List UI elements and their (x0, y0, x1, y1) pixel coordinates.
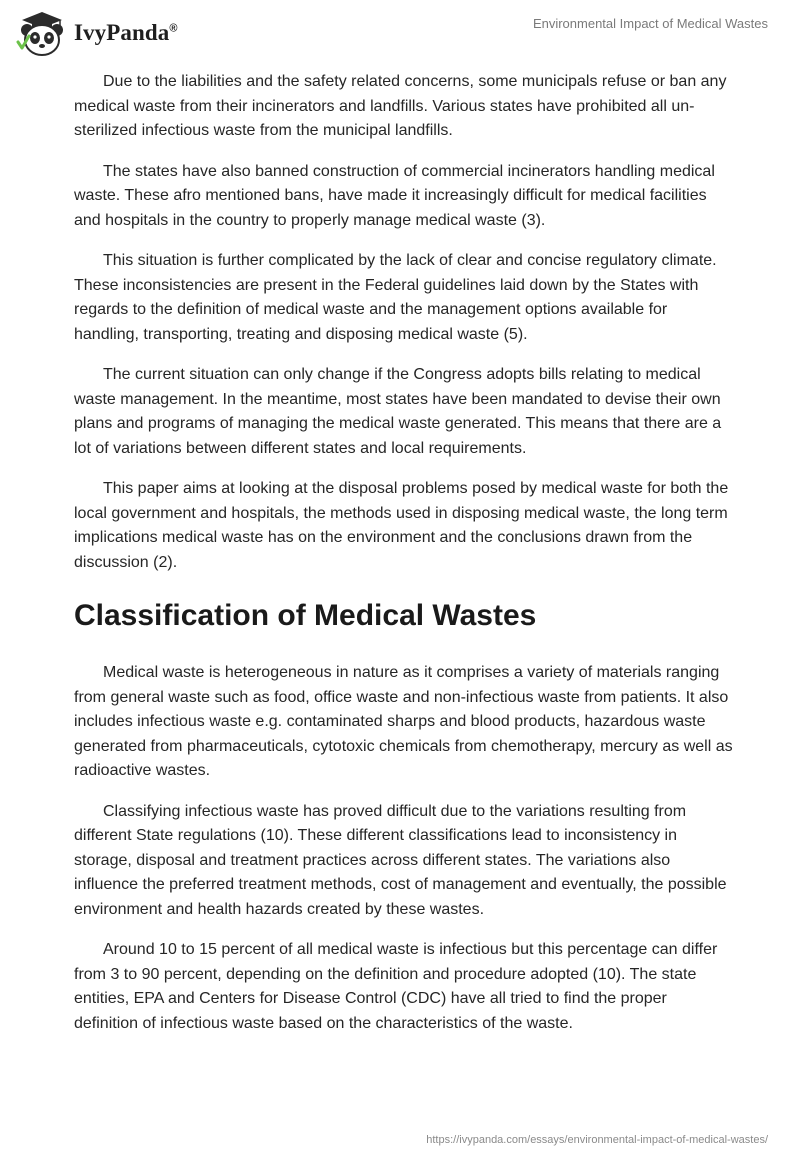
paragraph: Due to the liabilities and the safety related concerns, some municipals refuse or ban any medical waste from their incinerators and landfills. Various states have prohibited all un-sterilized infectious waste from the municipal landfills. (74, 73, 727, 139)
paragraph: Around 10 to 15 percent of all medical waste is infectious but this percentage can differ from 3 to 90 percent, depending on the definition and procedure adopted (10). The state entities, EPA and Centers for Disease Control (CDC) have all tried to find the proper definition of infectious waste based on the characteristics of the waste. (74, 941, 718, 1032)
panda-logo-icon (14, 8, 70, 58)
paragraph: This situation is further complicated by the lack of clear and concise regulatory climate. These inconsistencies are present in the Federal guidelines laid down by the States with regards to the definition of medical waste and the management options available for handling, transporting, treating and disposing medical waste (5). (74, 252, 717, 343)
source-url[interactable]: https://ivypanda.com/essays/environmental-impact-of-medical-wastes/ (426, 1134, 768, 1146)
paragraph: The current situation can only change if the Congress adopts bills relating to medical waste management. In the meantime, most states have been mandated to devise their own plans and programs of managing the medical waste generated. This means that there are a lot of variations between different states and local requirements. (74, 366, 722, 457)
document-title: Environmental Impact of Medical Wastes (532, 16, 768, 31)
section-heading: Classification of Medical Wastes (74, 599, 537, 632)
paragraph: The states have also banned construction of commercial incinerators handling medical waste. These afro mentioned bans, have made it increasingly difficult for medical facilities and hospitals in the country to properly manage medical waste (3). (74, 162, 715, 229)
paragraph: Classifying infectious waste has proved difficult due to the variations resulting from different State regulations (10). These different classifications lead to inconsistency in storage, disposal and treatment practices across different states. The variations also influence the preferred treatment methods, cost of management and eventually, the possible environment and health hazards created by these wastes. (74, 802, 727, 918)
essay-content (74, 70, 734, 1052)
paragraph: This paper aims at looking at the disposal problems posed by medical waste for both the local government and hospitals, the methods used in disposing medical waste, the long term implications medical waste has on the environment and the conclusions drawn from the discussion (2). (74, 480, 729, 571)
paragraph: Medical waste is heterogeneous in nature as it comprises a variety of materials ranging from general waste such as food, office waste and non-infectious waste from patients. It also includes infectious waste e.g. contaminated sharps and blood products, hazardous waste generated from pharmaceuticals, cytotoxic chemicals from chemotherapy, mercury as well as radioactive wastes. (74, 664, 733, 779)
ivypanda-logo[interactable] (14, 8, 178, 58)
page-header (0, 0, 800, 60)
logo-text: IvyPanda® (74, 20, 178, 45)
